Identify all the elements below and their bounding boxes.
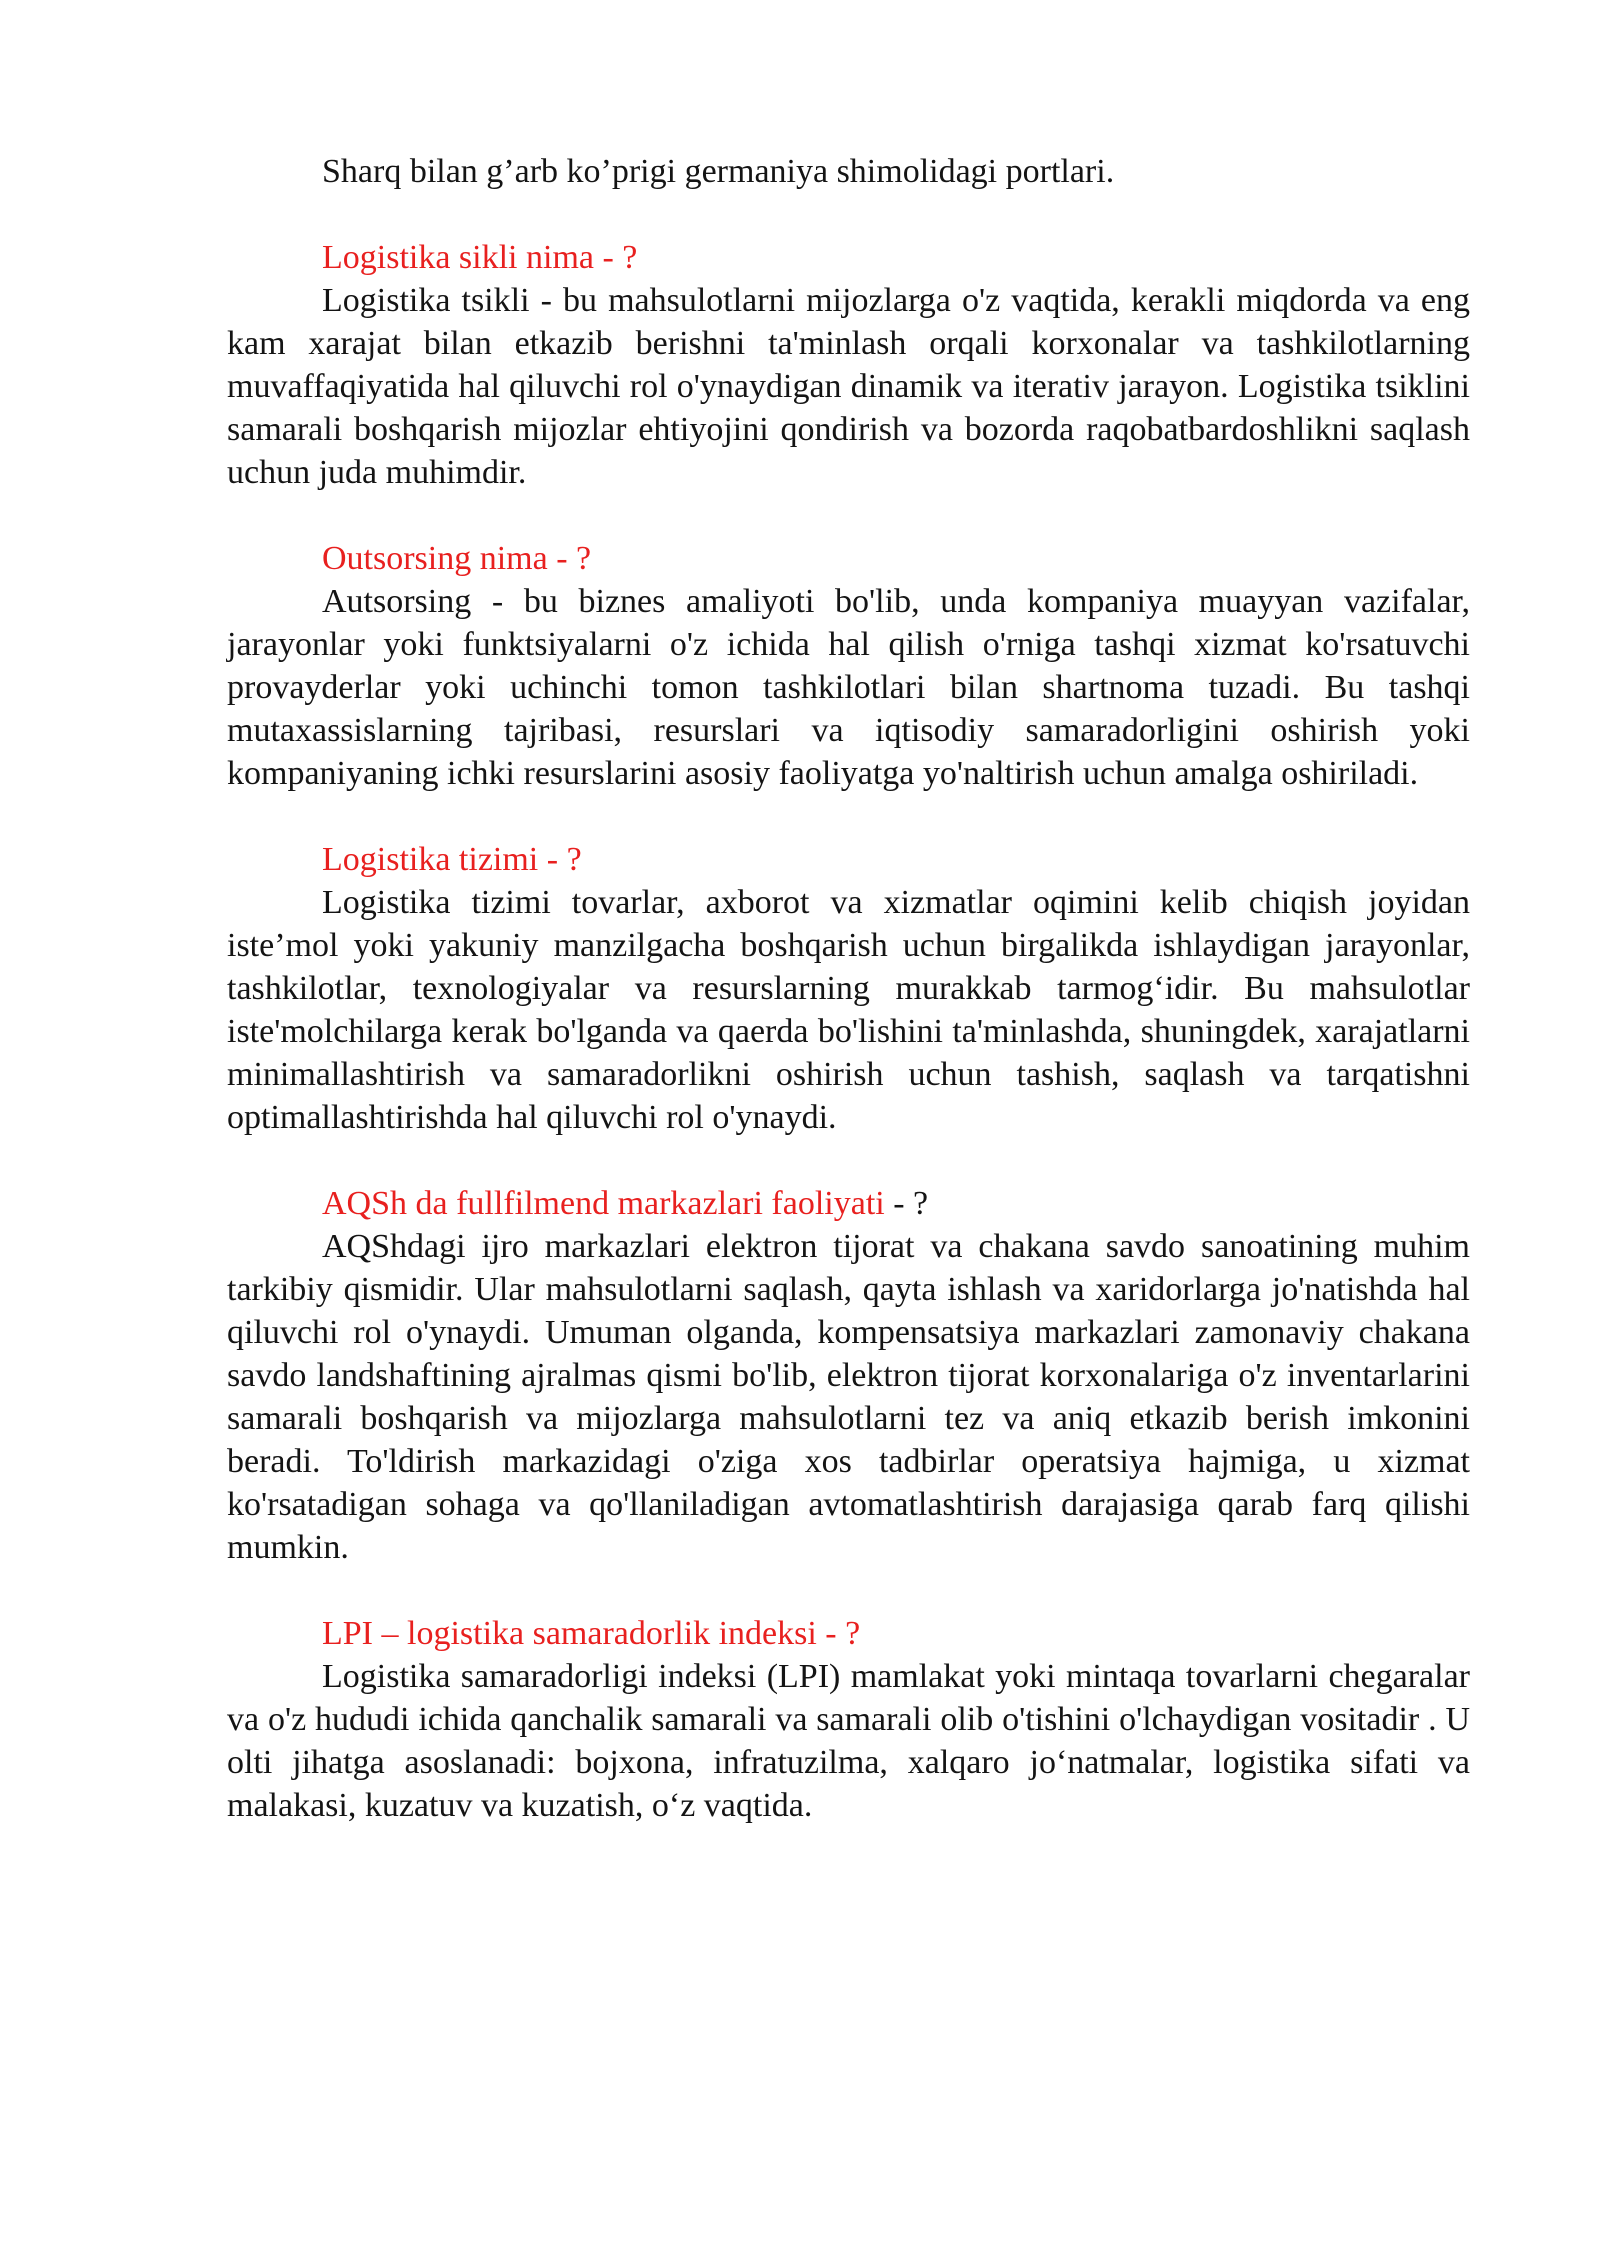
section-heading xyxy=(227,838,1470,881)
document-page xyxy=(227,150,1470,1870)
heading-suffix: - ? xyxy=(884,1185,929,1222)
heading-text: AQSh da fullfilmend markazlari faoliyati xyxy=(322,1185,885,1222)
section-body: Autsorsing - bu biznes amaliyoti bo'lib, unda kompaniya muayyan vazifalar, jarayonlar yoki funktsiyalarni o'z ichida hal qilish o'rniga tashqi xizmat ko'rsatuvchi provayderlar yoki uchinchi tomon tashkilotlari bilan shartnoma tuzadi. Bu tashqi mutaxassislarning tajribasi, resurslari va iqtisodiy samaradorligini oshirish yoki kompaniyaning ichki resurslarini asosiy faoliyatga yo'naltirish uchun amalga oshiriladi. xyxy=(227,583,1470,792)
section-heading xyxy=(227,1182,1470,1225)
section-body: Logistika tizimi tovarlar, axborot va xizmatlar oqimini kelib chiqish joyidan iste’mol yoki yakuniy manzilgacha boshqarish uchun birgalikda ishlaydigan jarayonlar, tashkilotlar, texnologiyalar va resurslarning murakkab tarmog‘idir. Bu mahsulotlar iste'molchilarga kerak bo'lganda va qaerda bo'lishini ta'minlashda, shuningdek, xarajatlarni minimallashtirish va samaradorlikni oshirish uchun tashish, saqlash va tarqatishni optimallashtirishda hal qiluvchi rol o'ynaydi. xyxy=(227,884,1470,1136)
heading-text: Logistika sikli nima - ? xyxy=(322,239,638,276)
section-body: AQShdagi ijro markazlari elektron tijorat va chakana savdo sanoatining muhim tarkibiy qismidir. Ular mahsulotlarni saqlash, qayta ishlash va xaridorlarga jo'natishda hal qiluvchi rol o'ynaydi. Umuman olganda, kompensatsiya markazlari zamonaviy chakana savdo landshaftining ajralmas qismi bo'lib, elektron tijorat korxonalariga o'z inventarlarini samarali boshqarish va mijozlarga mahsulotlarni tez va aniq etkazib berish imkonini beradi. To'ldirish markazidagi o'ziga xos tadbirlar operatsiya hajmiga, u xizmat ko'rsatadigan sohaga va qo'llaniladigan avtomatlashtirish darajasiga qarab farq qilishi mumkin. xyxy=(227,1228,1470,1566)
section-lpi xyxy=(227,1612,1470,1827)
heading-text: LPI – logistika samaradorlik indeksi - ? xyxy=(322,1615,861,1652)
section-body: Logistika tsikli - bu mahsulotlarni mijozlarga o'z vaqtida, kerakli miqdorda va eng kam xarajat bilan etkazib berishni ta'minlash orqali korxonalar va tashkilotlarning muvaffaqiyatida hal qiluvchi rol o'ynaydigan dinamik va iterativ jarayon. Logistika tsiklini samarali boshqarish mijozlar ehtiyojini qondirish va bozorda raqobatbardoshlikni saqlash uchun juda muhimdir. xyxy=(227,282,1470,491)
section-heading xyxy=(227,236,1470,279)
section-heading xyxy=(227,537,1470,580)
heading-text: Logistika tizimi - ? xyxy=(322,841,582,878)
section-heading xyxy=(227,1612,1470,1655)
intro-line: Sharq bilan g’arb ko’prigi germaniya shimolidagi portlari. xyxy=(322,153,1115,190)
section-logistika-tizimi xyxy=(227,838,1470,1139)
heading-text: Outsorsing nima - ? xyxy=(322,540,592,577)
section-logistika-sikli xyxy=(227,236,1470,494)
section-fulfillment-centers xyxy=(227,1182,1470,1569)
section-body: Logistika samaradorligi indeksi (LPI) mamlakat yoki mintaqa tovarlarni chegaralar va o'z hududi ichida qanchalik samarali va samarali olib o'tishini o'lchaydigan vositadir . U olti jihatga asoslanadi: bojxona, infratuzilma, xalqaro jo‘natmalar, logistika sifati va malakasi, kuzatuv va kuzatish, o‘z vaqtida. xyxy=(227,1658,1470,1824)
section-outsorsing xyxy=(227,537,1470,795)
